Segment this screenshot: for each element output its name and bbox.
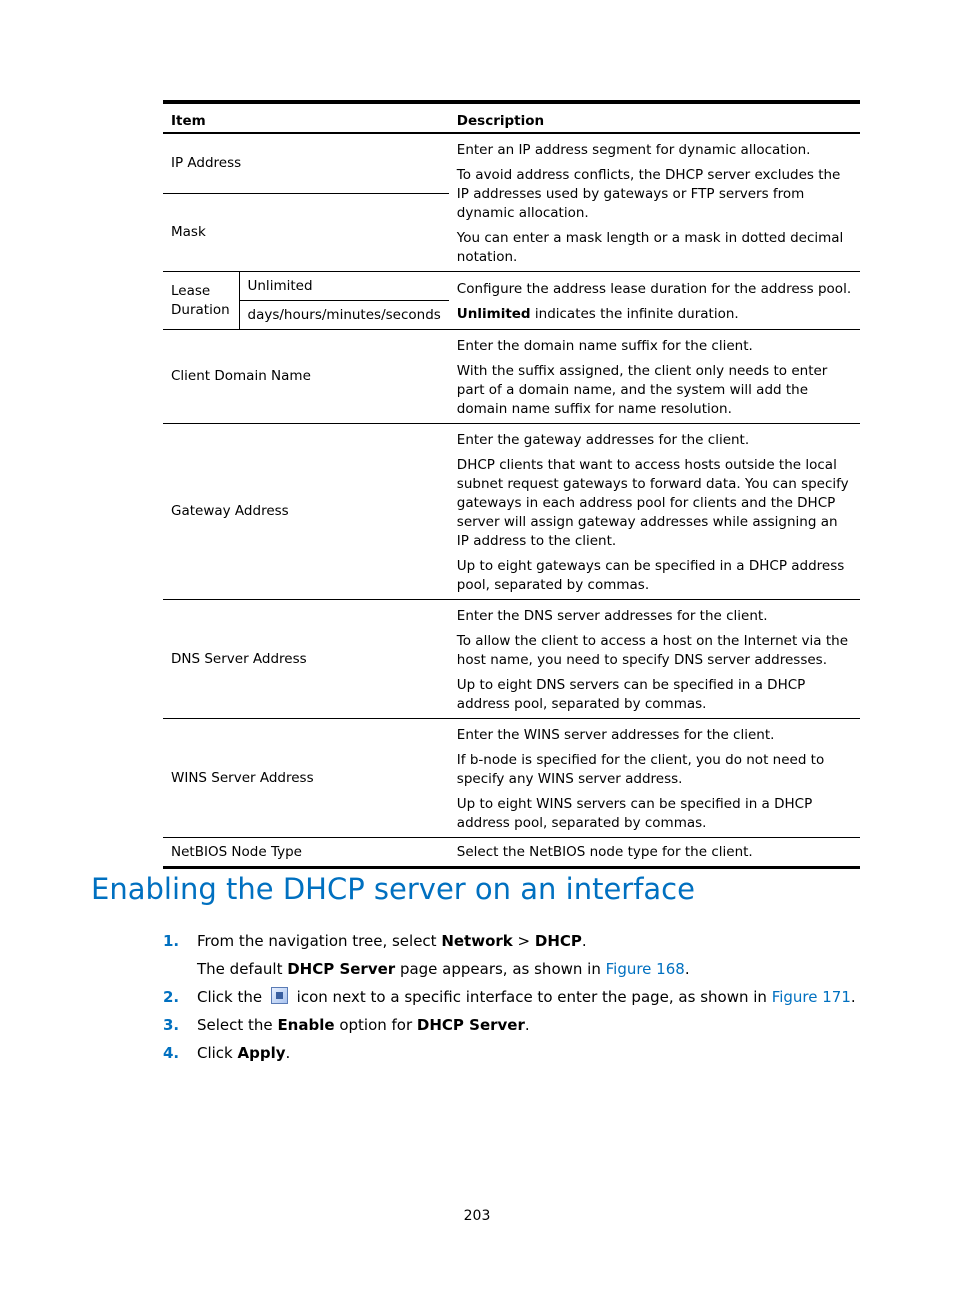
desc-ip-mask (449, 133, 860, 272)
desc-line: Enter an IP address segment for dynamic allocation. (456, 142, 811, 158)
item-lease-duration: Lease Duration (163, 272, 239, 330)
section-title: Enabling the DHCP server on an interface (91, 872, 695, 906)
desc-dns (449, 600, 860, 719)
figure-171-link[interactable]: Figure 171 (771, 988, 851, 1006)
desc-line: Up to eight DNS servers can be specified in a DHCP address pool, separated by commas. (456, 677, 806, 712)
item-gateway: Gateway Address (163, 424, 449, 600)
table-header-row (163, 102, 860, 133)
desc-line: Up to eight gateways can be specified in a DHCP address pool, separated by commas. (456, 558, 845, 593)
lease-option-dhms: days/hours/minutes/seconds (239, 301, 449, 330)
page-number: 203 (463, 1208, 491, 1224)
table-row (163, 272, 860, 301)
step-text: Click the (197, 988, 267, 1006)
step-3 (163, 1014, 863, 1036)
step-1 (163, 930, 863, 980)
desc-line: Enter the gateway addresses for the client. (456, 432, 750, 448)
item-dns: DNS Server Address (163, 600, 449, 719)
menu-dhcp: DHCP (534, 932, 582, 950)
step-text: > (512, 932, 535, 950)
desc-line: You can enter a mask length or a mask in dotted decimal notation. (456, 230, 844, 265)
field-dhcp-server: DHCP Server (416, 1016, 525, 1034)
item-mask: Mask (163, 194, 449, 272)
desc-line: Configure the address lease duration for the address pool. (456, 281, 852, 297)
step-number: 3. (163, 1016, 180, 1034)
step-number: 4. (163, 1044, 180, 1062)
edit-config-icon (271, 987, 288, 1004)
table-row (163, 719, 860, 838)
desc-lease (449, 272, 860, 330)
desc-line: DHCP clients that want to access hosts outside the local subnet request gateways to forward data. You can specify gateways in each address pool for clients and the DHCP server will assign gateway addresses while assigning an IP address to the client. (456, 457, 849, 549)
apply-label: Apply (237, 1044, 286, 1062)
step-number: 1. (163, 932, 180, 950)
page-name: DHCP Server (287, 960, 396, 978)
table-row (163, 424, 860, 600)
header-description: Description (449, 102, 860, 133)
item-netbios: NetBIOS Node Type (163, 838, 449, 868)
step-text: . (524, 1016, 530, 1034)
desc-line: To allow the client to access a host on the Internet via the host name, you need to specify DNS server addresses. (456, 633, 849, 668)
figure-168-link[interactable]: Figure 168 (605, 960, 685, 978)
step-text: . (581, 932, 587, 950)
table-row (163, 133, 860, 194)
desc-line: Enter the domain name suffix for the client. (456, 338, 753, 354)
desc-text: indicates the infinite duration. (530, 306, 739, 322)
step-1-note (197, 958, 863, 980)
desc-line (457, 305, 852, 324)
parameter-table (163, 100, 860, 869)
desc-line: With the suffix assigned, the client only needs to enter part of a domain name, and the system will add the domain name suffix for name resolution. (456, 363, 828, 417)
desc-client-domain (449, 330, 860, 424)
step-text: . (285, 1044, 291, 1062)
item-wins: WINS Server Address (163, 719, 449, 838)
item-ip-address: IP Address (171, 155, 242, 172)
table-row (163, 838, 860, 868)
desc-line: To avoid address conflicts, the DHCP server excludes the IP addresses used by gateways or FTP servers from dynamic allocation. (456, 167, 841, 221)
note-text: page appears, as shown in (395, 960, 606, 978)
step-text: icon next to a specific interface to enter the page, as shown in (291, 988, 772, 1006)
note-text: . (684, 960, 690, 978)
desc-line: Up to eight WINS servers can be specified in a DHCP address pool, separated by commas. (456, 796, 813, 831)
step-text: . (850, 988, 856, 1006)
step-number: 2. (163, 988, 180, 1006)
option-enable: Enable (277, 1016, 335, 1034)
header-item: Item (163, 102, 449, 133)
desc-wins (449, 719, 860, 838)
desc-line: Enter the WINS server addresses for the client. (456, 727, 775, 743)
table-row (163, 330, 860, 424)
desc-netbios: Select the NetBIOS node type for the client. (449, 838, 860, 868)
lease-option-unlimited: Unlimited (239, 272, 449, 301)
desc-line: Enter the DNS server addresses for the client. (456, 608, 768, 624)
menu-network: Network (441, 932, 513, 950)
step-text: Click (197, 1044, 238, 1062)
desc-line: If b-node is specified for the client, you do not need to specify any WINS server address. (456, 752, 825, 787)
table-row (163, 600, 860, 719)
note-text: The default (197, 960, 288, 978)
step-text: option for (334, 1016, 417, 1034)
step-4 (163, 1042, 863, 1064)
desc-gateway (449, 424, 860, 600)
step-text: Select the (197, 1016, 278, 1034)
procedure-steps (163, 930, 863, 1070)
item-client-domain: Client Domain Name (163, 330, 449, 424)
step-text: From the navigation tree, select (197, 932, 442, 950)
bold-term: Unlimited (456, 306, 531, 322)
step-2 (163, 986, 863, 1008)
